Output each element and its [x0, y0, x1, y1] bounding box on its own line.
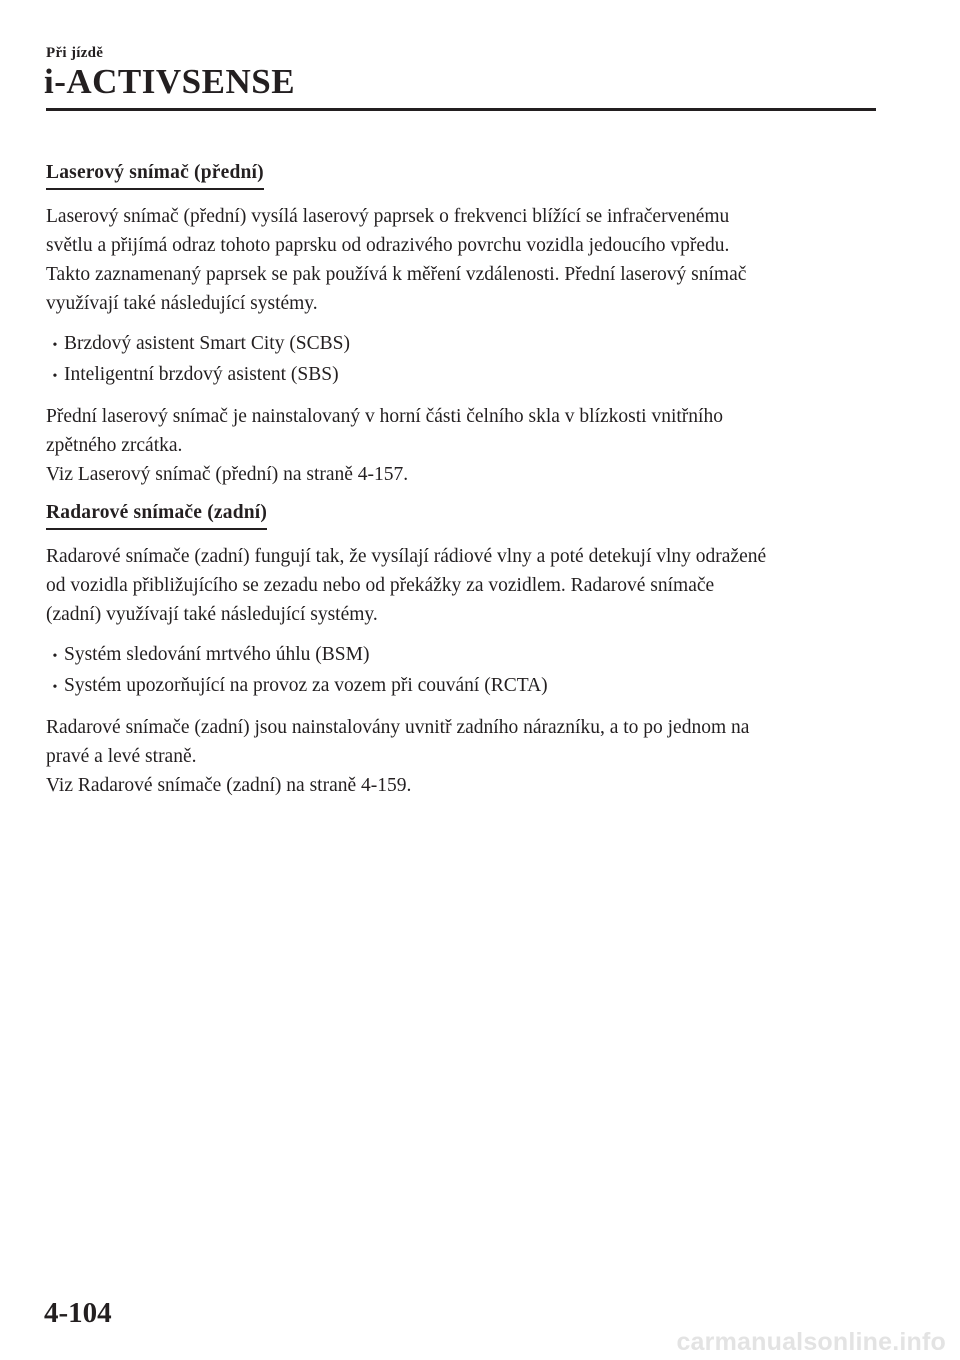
system-list: [46, 329, 876, 391]
section-location-paragraph: Přední laserový snímač je nainstalovaný v horní části čelního skla v blízkosti vnitřního zpětného zrcátka. Viz Laserový snímač (přední) na straně 4-157.: [46, 406, 723, 485]
list-item: [46, 360, 876, 391]
list-item: [46, 329, 876, 360]
bullet-dot-icon: •: [52, 680, 58, 695]
section-laser-sensor: [46, 160, 876, 489]
bullet-dot-icon: •: [52, 338, 58, 353]
watermark: carmanualsonline.info: [676, 1328, 946, 1356]
page-content: [46, 160, 876, 811]
section-heading: Laserový snímač (přední): [46, 160, 264, 190]
system-list: [46, 640, 876, 702]
list-item: [46, 640, 876, 671]
page-number: 4-104: [44, 1297, 112, 1329]
section-location-paragraph: Radarové snímače (zadní) jsou nainstalovány uvnitř zadního nárazníku, a to po jednom na pravé a levé straně. Viz Radarové snímače (zadní) na straně 4-159.: [46, 717, 750, 796]
list-item: [46, 671, 876, 702]
bullet-dot-icon: •: [52, 369, 58, 384]
list-item-text: Systém upozorňující na provoz za vozem při couvání (RCTA): [64, 675, 548, 696]
bullet-dot-icon: •: [52, 649, 58, 664]
section-heading: Radarové snímače (zadní): [46, 500, 267, 530]
section-intro-paragraph: Laserový snímač (přední) vysílá laserový paprsek o frekvenci blížící se infračervenému světlu a přijímá odraz tohoto paprsku od odrazivého povrchu vozidla jedoucího vpředu. Takto zaznamenaný paprsek se pak používá k měření vzdálenosti. Přední laserový snímač využívají také následující systémy.: [46, 206, 747, 314]
page-title: i-ACTIVSENSE: [44, 62, 296, 101]
list-item-text: Brzdový asistent Smart City (SCBS): [64, 333, 351, 354]
section-radar-sensors: [46, 500, 876, 800]
title-divider: [46, 108, 876, 111]
section-intro-paragraph: Radarové snímače (zadní) fungují tak, že vysílají rádiové vlny a poté detekují vlny odražené od vozidla přibližujícího se zezadu nebo od překážky za vozidlem. Radarové snímače (zadní) využívají také následující systémy.: [46, 546, 767, 625]
chapter-label: Při jízdě: [46, 45, 104, 61]
list-item-text: Inteligentní brzdový asistent (SBS): [64, 364, 339, 385]
list-item-text: Systém sledování mrtvého úhlu (BSM): [64, 644, 370, 665]
